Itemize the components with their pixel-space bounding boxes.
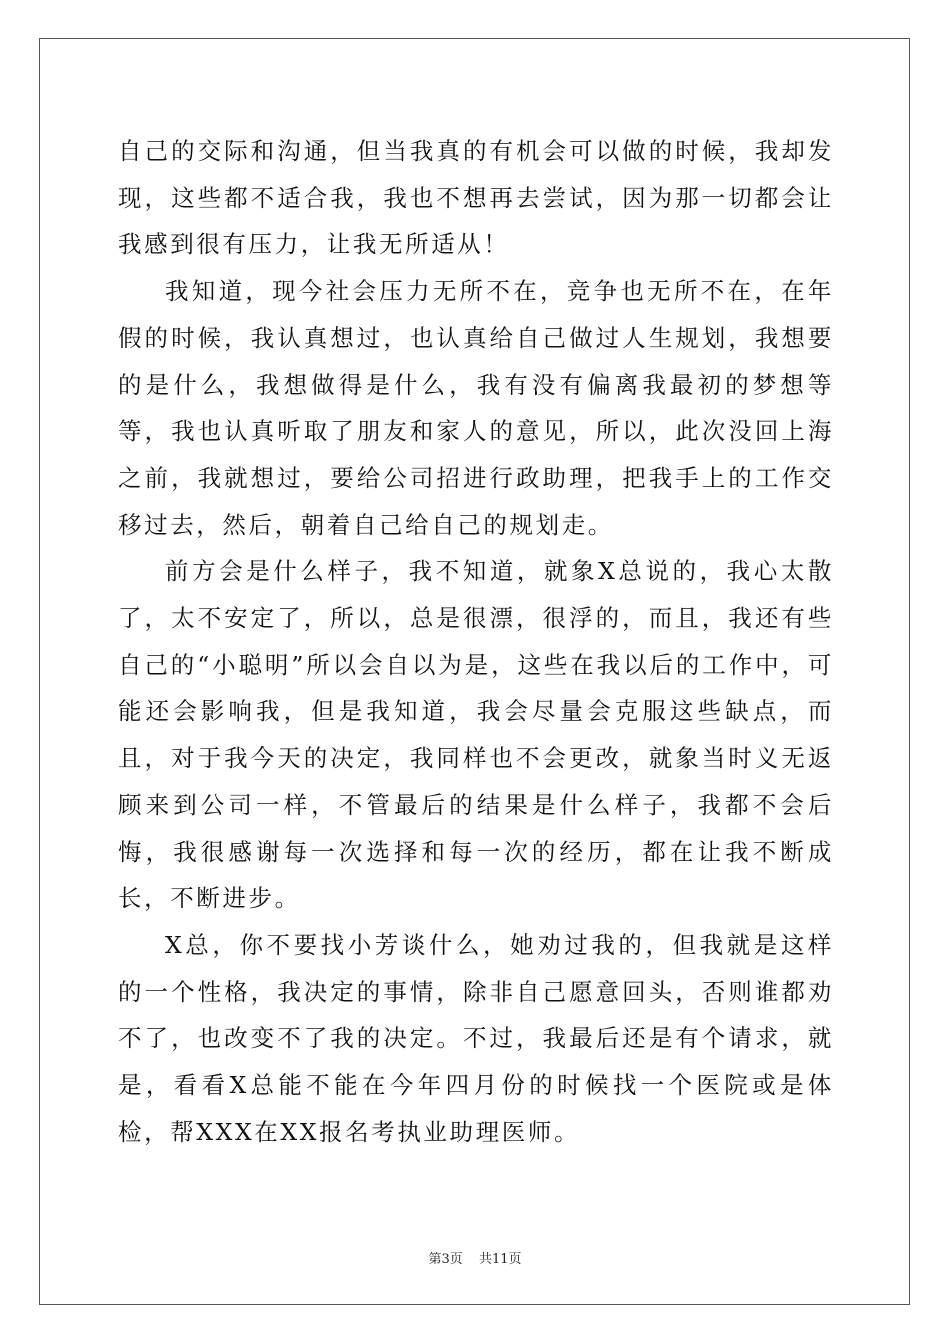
- document-body: [118, 128, 834, 1155]
- paragraph-1: 自己的交际和沟通，但当我真的有机会可以做的时候，我却发现，这些都不适合我，我也不想再去尝试，因为那一切都会让我感到很有压力，让我无所适从！: [118, 137, 834, 259]
- paragraph-2: 我知道，现今社会压力无所不在，竞争也无所不在，在年假的时候，我认真想过，也认真给自己做过人生规划，我想要的是什么，我想做得是什么，我有没有偏离我最初的梦想等等，我也认真听取了朋友和家人的意见，所以，此次没回上海之前，我就想过，要给公司招进行政助理，把我手上的工作交移过去，然后，朝着自己给自己的规划走。: [118, 277, 834, 539]
- page-total: 共11页: [478, 1252, 522, 1267]
- paragraph-4: X总，你不要找小芳谈什么，她劝过我的，但我就是这样的一个性格，我决定的事情，除非自己愿意回头，否则谁都劝不了，也改变不了我的决定。不过，我最后还是有个请求，就是，看看X总能不能在今年四月份的时候找一个医院或是体检，帮XXX在XX报名考执业助理医师。: [118, 930, 834, 1146]
- page-number: 第3页: [428, 1252, 463, 1267]
- paragraph-3: 前方会是什么样子，我不知道，就象X总说的，我心太散了，太不安定了，所以，总是很漂，很浮的，而且，我还有些自己的“小聪明”所以会自以为是，这些在我以后的工作中，可能还会影响我，但是我知道，我会尽量会克服这些缺点，而且，对于我今天的决定，我同样也不会更改，就象当时义无返顾来到公司一样，不管最后的结果是什么样子，我都不会后悔，我很感谢每一次选择和每一次的经历，都在让我不断成长，不断进步。: [118, 557, 834, 913]
- page-footer: [0, 1248, 950, 1267]
